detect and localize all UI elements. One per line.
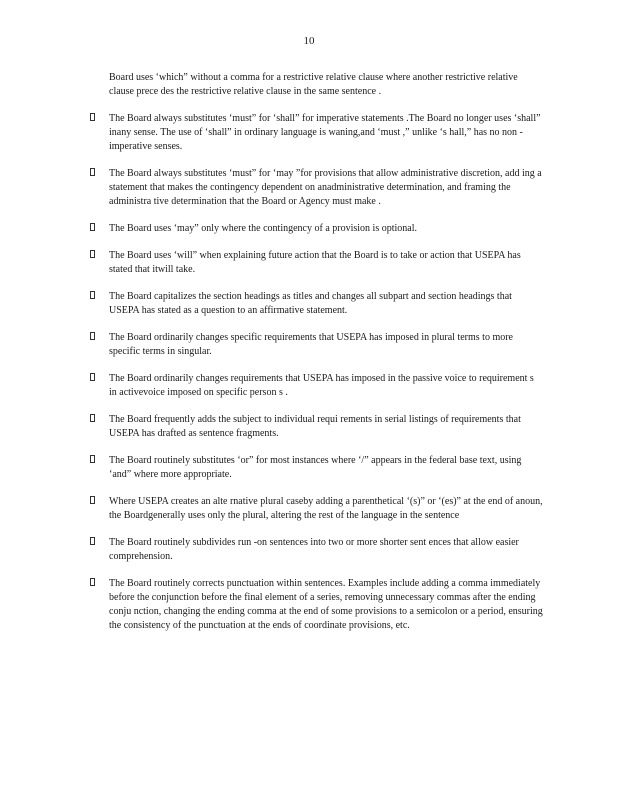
list-item — [0, 290, 618, 318]
bullet-box-icon — [90, 291, 95, 299]
bullet-text: Where USEPA creates an alte rnative plural caseby adding a parenthetical ‘(s)” or ‘(es)” at the end of anoun, the Boardgenerally uses only the plural, altering the rest of the language in the sentence — [109, 496, 543, 521]
bullet-box-icon — [90, 168, 95, 176]
bullet-text: The Board always substitutes ‘must” for ‘shall” for imperative statements .The Board no longer uses ‘shall” inany sense. The use of ‘shall” in ordinary language is waning,and ‘must ,” unlike ‘s hall,” has no non -imperative senses. — [109, 113, 541, 152]
bullet-text: The Board ordinarily changes specific requirements that USEPA has imposed in plural terms to more specific terms in singular. — [109, 332, 513, 357]
bullet-box-icon — [90, 332, 95, 340]
bullet-box-icon — [90, 578, 95, 586]
bullet-text: The Board capitalizes the section headings as titles and changes all subpart and section headings that USEPA has stated as a question to an affirmative statement. — [109, 291, 512, 316]
bullet-text: The Board uses ‘will” when explaining future action that the Board is to take or action that USEPA has stated that itwill take. — [109, 250, 521, 275]
bullet-box-icon — [90, 373, 95, 381]
bullet-text: The Board routinely substitutes ‘or” for most instances where ‘/” appears in the federal base text, using ‘and” where more appropriate. — [109, 455, 522, 480]
page-number: 10 — [303, 35, 315, 47]
list-item — [0, 536, 618, 564]
bullet-box-icon — [90, 455, 95, 463]
bullet-box-icon — [90, 537, 95, 545]
list-item — [0, 577, 618, 633]
bullet-box-icon — [90, 414, 95, 422]
bullet-list — [0, 112, 618, 646]
list-item — [0, 413, 618, 441]
bullet-text: The Board always substitutes ‘must” for ‘may ”for provisions that allow administrative discretion, add ing a statement that makes the contingency dependent on anadministrative determination, and framing the administra tive determination that the Board or Agency must make . — [109, 168, 542, 207]
bullet-box-icon — [90, 496, 95, 504]
bullet-text: The Board routinely corrects punctuation within sentences. Examples include adding a comma immediately before the conjunction before the final element of a series, removing unnecessary commas after the ending conju nction, changing the ending comma at the end of some provisions to a semicolon or a period, ensuring the consistency of the punctuation at the ends of coordinate provisions, etc. — [109, 578, 543, 631]
list-item — [0, 454, 618, 482]
bullet-box-icon — [90, 223, 95, 231]
bullet-box-icon — [90, 113, 95, 121]
bullet-box-icon — [90, 250, 95, 258]
intro-paragraph: Board uses ‘which” without a comma for a restrictive relative clause where another restrictive relative clause prece des the restrictive relative clause in the same sentence . — [109, 72, 518, 97]
list-item — [0, 167, 618, 209]
list-item — [0, 249, 618, 277]
list-item — [0, 222, 618, 236]
bullet-text: The Board ordinarily changes requirements that USEPA has imposed in the passive voice to requirement s in activevoice imposed on specific person s . — [109, 373, 534, 398]
bullet-text: The Board uses ‘may” only where the contingency of a provision is optional. — [109, 223, 417, 234]
list-item — [0, 372, 618, 400]
list-item — [0, 495, 618, 523]
list-item — [0, 112, 618, 154]
list-item — [0, 331, 618, 359]
bullet-text: The Board frequently adds the subject to individual requi rements in serial listings of requirements that USEPA has drafted as sentence fragments. — [109, 414, 521, 439]
bullet-text: The Board routinely subdivides run -on sentences into two or more shorter sent ences that allow easier comprehension. — [109, 537, 519, 562]
